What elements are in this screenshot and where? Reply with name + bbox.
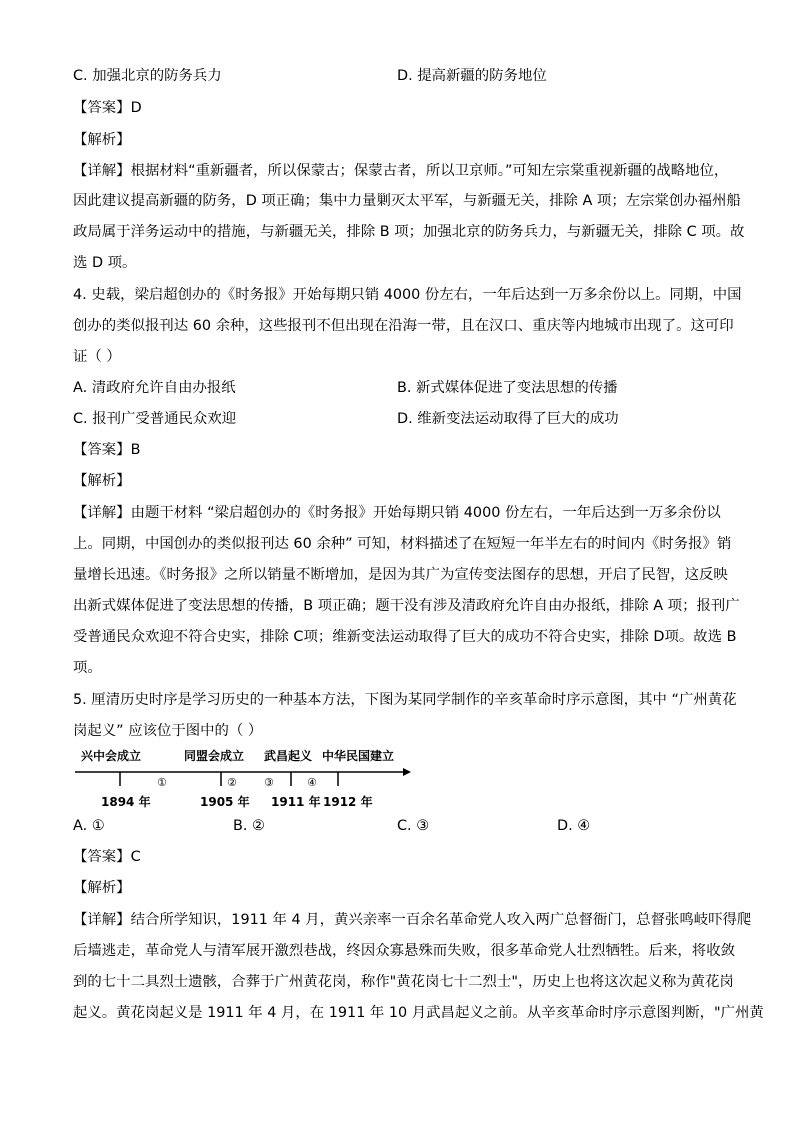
q3-detail-line: 【详解】根据材料“重新疆者，所以保蒙古；保蒙古者，所以卫京师。”可知左宗棠重视新疆的战略地位， — [73, 163, 729, 179]
q4-stem-line: 证（ ） — [73, 349, 121, 365]
q4-stem-line: 创办的类似报刊达 60 余种，这些报刊不但出现在沿海一带，且在汉口、重庆等内地城市出现了。这可印 — [73, 318, 734, 334]
timeline-event-label: 同盟会成立 — [184, 749, 245, 763]
q5-option-a: A. ① — [73, 818, 105, 834]
q3-detail-line: 政局属于洋务运动中的措施，与新疆无关，排除 B 项；加强北京的防务兵力，与新疆无关，排除 C 项。故 — [73, 224, 745, 240]
timeline-marker: ② — [227, 776, 237, 789]
q5-detail-line: 到的七十二具烈士遗骸，合葬于广州黄花岗，称作"黄花岗七十二烈士"，历史上也将这次起义称为黄花岗 — [73, 974, 734, 990]
timeline-year-label: 1912 年 — [323, 795, 373, 809]
timeline-arrow-icon — [403, 768, 411, 776]
timeline-diagram — [73, 744, 413, 810]
q5-answer: 【答案】C — [73, 849, 141, 865]
timeline-marker: ③ — [264, 776, 274, 789]
q3-detail-line: 选 D 项。 — [73, 255, 137, 271]
q5-option-c: C. ③ — [397, 818, 430, 834]
q3-analysis-heading: 【解析】 — [73, 132, 131, 148]
timeline-event-label: 武昌起义 — [264, 749, 313, 763]
q4-detail-line: 上。同期，中国创办的类似报刊达 60 余种” 可知，材料描述了在短短一年半左右的时间内《时务报》销 — [73, 536, 732, 552]
q3-option-c: C. 加强北京的防务兵力 — [73, 68, 222, 84]
q5-detail-line: 后墙逃走，革命党人与清军展开激烈巷战，终因众寡悬殊而失败，很多革命党人壮烈牺牲。后来，将收敛 — [73, 943, 735, 959]
timeline-marker: ④ — [307, 776, 317, 789]
q5-option-d: D. ④ — [557, 818, 591, 834]
q4-option-b: B. 新式媒体促进了变法思想的传播 — [397, 380, 618, 396]
timeline-svg — [73, 744, 413, 810]
q5-stem-line: 5. 厘清历史时序是学习历史的一种基本方法，下图为某同学制作的辛亥革命时序示意图，其中 “广州黄花 — [73, 692, 737, 708]
q4-option-c: C. 报刊广受普通民众欢迎 — [73, 411, 237, 427]
q3-answer: 【答案】D — [73, 100, 142, 116]
q4-detail-line: 出新式媒体促进了变法思想的传播，B 项正确；题干没有涉及清政府允许自由办报纸，排除 A 项；报刊广 — [73, 598, 740, 614]
q3-detail-line: 因此建议提高新疆的防务，D 项正确；集中力量剿灭太平军，与新疆无关，排除 A 项；左宗棠创办福州船 — [73, 193, 741, 209]
timeline-event-label: 中华民国建立 — [322, 749, 395, 763]
q3-option-d: D. 提高新疆的防务地位 — [397, 68, 547, 84]
timeline-marker: ① — [157, 776, 167, 789]
q4-detail-line: 量增长迅速。《时务报》之所以销量不断增加，是因为其广为宣传变法图存的思想，开启了民智，这反映 — [73, 567, 728, 583]
q4-stem-line: 4. 史载，梁启超创办的《时务报》开始每期只销 4000 份左右，一年后达到一万多余份以上。同期，中国 — [73, 287, 742, 303]
q5-option-b: B. ② — [233, 818, 265, 834]
q4-answer: 【答案】B — [73, 442, 141, 458]
q5-analysis-heading: 【解析】 — [73, 880, 131, 896]
timeline-year-label: 1894 年 — [101, 795, 151, 809]
timeline-year-label: 1905 年 — [200, 795, 250, 809]
q4-detail-line: 项。 — [73, 660, 102, 676]
q4-detail-line: 【详解】由题干材料 “梁启超创办的《时务报》开始每期只销 4000 份左右，一年后达到一万多余份以 — [73, 505, 721, 521]
q5-detail-line: 起义。黄花岗起义是 1911 年 4 月，在 1911 年 10 月武昌起义之前。从辛亥革命时序示意图判断，"广州黄 — [73, 1005, 764, 1021]
q5-detail-line: 【详解】结合所学知识，1911 年 4 月，黄兴亲率一百余名革命党人攻入两广总督衙门，总督张鸣岐吓得爬 — [73, 912, 752, 928]
q5-stem-line: 岗起义” 应该位于图中的（ ） — [73, 723, 263, 739]
timeline-event-label: 兴中会成立 — [81, 749, 142, 763]
q4-detail-line: 受普通民众欢迎不符合史实，排除 C项；维新变法运动取得了巨大的成功不符合史实，排除 D项。故选 B — [73, 629, 737, 645]
q4-option-a: A. 清政府允许自由办报纸 — [73, 380, 236, 396]
q4-option-d: D. 维新变法运动取得了巨大的成功 — [397, 411, 619, 427]
timeline-year-label: 1911 年 — [271, 795, 321, 809]
q4-analysis-heading: 【解析】 — [73, 473, 131, 489]
